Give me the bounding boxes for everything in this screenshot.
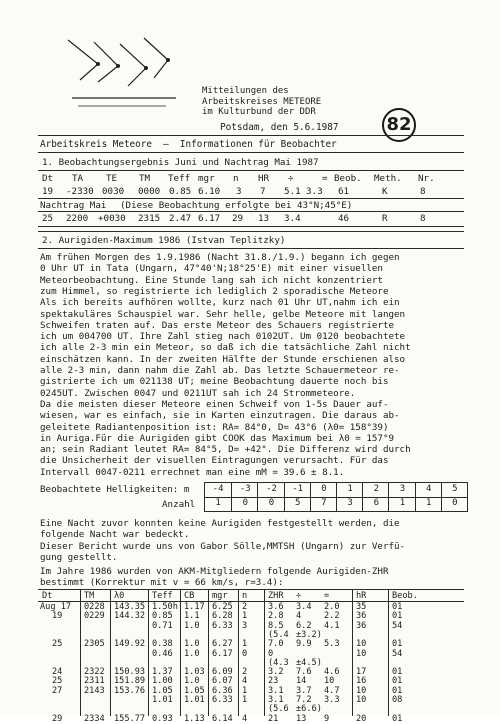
zhr-cell: 01 — [392, 602, 403, 612]
col-te: TE — [106, 173, 118, 184]
zhr-cell: 13 — [296, 713, 307, 724]
zhr-cell: 36 — [356, 611, 367, 622]
s1-cell: R — [382, 213, 388, 224]
zhr-cell: 01 — [392, 667, 403, 678]
s1-cell: 46 — [338, 213, 350, 224]
zhr-cell: 24 — [52, 667, 63, 678]
zhr-cell: 2143 — [84, 685, 105, 696]
zhr-cell: 29 — [52, 713, 63, 724]
zhr-cell: 6.17 — [212, 648, 233, 659]
zhr-header-cell: mgr — [212, 591, 228, 601]
zhr-header-cell: CB — [184, 591, 195, 601]
zhr-cell: 10 — [324, 676, 335, 687]
akm-logo — [58, 20, 186, 130]
s1-cell: 8 — [420, 186, 426, 197]
zhr-cell: 01 — [392, 713, 403, 724]
zhr-cell: 1 — [242, 695, 248, 705]
zhr-cell: 3 — [242, 620, 248, 631]
zhr-cell: 0 — [242, 648, 248, 659]
zhr-cell: 1.05 — [152, 685, 173, 696]
magnitude-cell: 3 — [388, 483, 415, 497]
s1-cell: -2330 — [66, 186, 94, 197]
paragraph-line: Meteorbeobachtung. Eine Stunde lang sah ich nicht konzentriert — [40, 274, 383, 286]
zhr-cell: 1.05 — [184, 685, 205, 696]
zhr-cell: 01 — [392, 676, 403, 687]
zhr-cell: 16 — [356, 676, 367, 687]
zhr-cell: 2322 — [84, 667, 105, 678]
zhr-cell: 1 — [242, 639, 248, 650]
zhr-header-cell: Beob. — [392, 591, 418, 601]
zhr-cell: 6.33 — [212, 695, 233, 705]
divider — [38, 248, 464, 249]
zhr-cell: 8.5 — [268, 620, 284, 631]
zhr-cell: 54 — [392, 620, 403, 631]
zhr-cell: 1.17 — [184, 602, 205, 612]
column-separator — [264, 590, 265, 716]
zhr-cell: 2334 — [84, 713, 105, 724]
count-cell: 3 — [336, 497, 363, 511]
zhr-cell: 19 — [52, 611, 63, 622]
zhr-cell: 0 — [268, 648, 274, 659]
paragraph-line: Da die meisten dieser Meteore einen Schweif von 1-5s Dauer auf- — [40, 398, 389, 410]
zhr-cell: 01 — [392, 639, 403, 650]
zhr-cell: 1.0 — [184, 676, 200, 687]
zhr-cell: Aug 17 — [40, 602, 72, 612]
zhr-cell: 2 — [242, 602, 248, 612]
zhr-cell: 01 — [392, 611, 403, 622]
count-cell: 0 — [257, 497, 284, 511]
s1-cell: 7 — [260, 186, 266, 197]
zhr-cell: 1.1 — [184, 611, 200, 622]
divider — [38, 211, 464, 212]
zhr-cell: 6.09 — [212, 667, 233, 678]
zhr-cell: 0229 — [84, 611, 105, 622]
zhr-header-cell: Teff — [152, 591, 173, 601]
divider — [38, 170, 464, 171]
zhr-cell: 1.50h — [152, 602, 178, 612]
divider — [38, 152, 464, 153]
s1-cell: +0030 — [98, 213, 126, 224]
col-eq: = — [322, 173, 328, 184]
divider — [38, 226, 464, 227]
s1-cell: 2315 — [138, 213, 161, 224]
zhr-cell: 35 — [356, 602, 367, 612]
zhr-cell: 6.33 — [212, 620, 233, 631]
column-separator — [388, 590, 389, 716]
s1-col-headers — [42, 173, 53, 184]
paragraph-line: 0245UT. Zwischen 0047 und 0211UT sah ich 24 Strommeteore. — [40, 387, 356, 399]
col-hr: HR — [258, 173, 270, 184]
s1-cell: 5.1 — [284, 186, 301, 197]
s1-cell: K — [382, 186, 388, 197]
zhr-cell: 9.9 — [296, 639, 312, 650]
paragraph-line: Intervall 0047-0211 errechnet man eine mM = 39.6 ± 8.1. — [40, 466, 345, 478]
paragraph-line: einschätzen kann. In der zweiten Hälfte der Stunde erschienen also — [40, 353, 406, 365]
zhr-cell: 2.2 — [324, 611, 340, 622]
zhr-cell: 6.14 — [212, 713, 233, 724]
zhr-cell: 21 — [268, 713, 279, 724]
zhr-cell: 0.38 — [152, 639, 173, 650]
column-separator — [180, 590, 181, 716]
paragraph-line: gistrierte ich um 021138 UT; meine Beobachtung dauerte noch bis — [40, 376, 389, 388]
zhr-cell: 27 — [52, 685, 63, 696]
zhr-cell: ±3.2) — [296, 629, 322, 640]
zhr-cell: 4 — [296, 611, 302, 622]
s1-cell: 0000 — [138, 186, 161, 197]
s1-cell: 61 — [338, 186, 350, 197]
zhr-cell: 1.01 — [152, 695, 173, 705]
col-ta: TA — [72, 173, 84, 184]
zhr-cell: 144.32 — [114, 611, 146, 622]
zhr-cell: 3.4 — [296, 602, 312, 612]
zhr-cell: 1 — [242, 611, 248, 622]
s1-cell: 25 — [42, 213, 54, 224]
zhr-cell: 54 — [392, 648, 403, 659]
zhr-header-cell: = — [324, 591, 330, 601]
column-separator — [352, 590, 353, 716]
zhr-cell: 0228 — [84, 602, 105, 612]
divider — [38, 231, 464, 232]
magnitude-cell: 0 — [310, 483, 337, 497]
zhr-cell: 153.76 — [114, 685, 146, 696]
zhr-intro-1: Im Jahre 1986 wurden von AKM-Mitgliedern folgende Aurigiden-ZHR — [40, 566, 389, 577]
org-line-3: im Kulturbund der DDR — [202, 107, 316, 117]
paragraph-line: alle 2-3 min, dann nahm die Zahl ab. Das letzte Schauermeteor re- — [40, 365, 400, 376]
org-line-2: Arbeitskreises METEORE — [202, 96, 322, 107]
paragraph-line: Am frühen Morgen des 1.9.1986 (Nacht 31.8./1.9.) begann ich gegen — [40, 252, 400, 263]
paragraph-line: geleitete Radiantenposition ist: RA= 84°0, D= 43°6 (λ0= 158°39) — [40, 421, 389, 433]
s1-cell: 3.3 — [306, 186, 323, 197]
zhr-cell: 1.00 — [152, 676, 173, 687]
zhr-cell: 08 — [392, 695, 403, 705]
org-header — [202, 86, 321, 118]
s1-cell: 13 — [258, 213, 270, 224]
zhr-cell: 0.85 — [152, 611, 173, 622]
zhr-cell: 2311 — [84, 676, 105, 687]
col-n: n — [233, 173, 239, 184]
magnitude-cell: 5 — [441, 483, 468, 497]
zhr-header-cell: TM — [84, 591, 95, 601]
column-separator — [148, 590, 149, 716]
s1-cell: 2200 — [66, 213, 89, 224]
section1-title: 1. Beobachtungsergebnis Juni und Nachtrag Mai 1987 — [42, 157, 319, 168]
paragraph-line: Als ich bereits aufhören wollte, kurz nach 01 Uhr UT,nahm ich ein — [40, 297, 400, 309]
org-line-1: Mitteilungen des — [202, 86, 289, 96]
zhr-cell: 10 — [356, 685, 367, 696]
zhr-cell: 17 — [356, 667, 367, 678]
zhr-cell: 1.01 — [184, 695, 205, 705]
divider — [38, 135, 464, 136]
zhr-cell: 6.28 — [212, 611, 233, 622]
zhr-cell: 3.3 — [324, 695, 340, 705]
zhr-cell: 7.6 — [296, 667, 312, 678]
paragraph-line: Schweifen traten auf. Das erste Meteor des Schauers registrierte — [40, 319, 395, 331]
zhr-cell: ±6.6) — [296, 704, 322, 715]
count-cell: 5 — [284, 497, 311, 511]
paragraph-line: spektakuläres Schauspiel war. Sehr helle, gelbe Meteore mit langen — [40, 308, 406, 320]
paragraph-line: wiesen, war es einfach, sie in Karten einzutragen. Die daraus ab- — [40, 410, 400, 422]
magnitude-cell: -4 — [212, 484, 224, 494]
zhr-cell: 1.0 — [184, 648, 200, 659]
zhr-cell: 0.93 — [152, 713, 173, 724]
count-cell: 0 — [441, 497, 468, 511]
zhr-cell: 14 — [296, 676, 307, 687]
s1-cell: 2.47 — [169, 213, 192, 224]
zhr-cell: 6.07 — [212, 676, 233, 687]
paragraph-line: ich um 004700 UT. Ihre Zahl stieg nach 0102UT. Um 0120 beobachtete — [40, 331, 406, 343]
column-separator — [110, 590, 111, 716]
zhr-cell: 1.37 — [152, 667, 173, 678]
paragraph-line: die Unsicherheit der visuellen Eintragungen verursacht. Für das — [40, 455, 389, 467]
zhr-cell: (5.4 — [268, 629, 289, 640]
zhr-cell: 151.89 — [114, 676, 146, 687]
zhr-header-cell: n — [242, 591, 248, 601]
closing-line: Dieser Bericht wurde uns von Gabor Sölle,MMTSH (Ungarn) zur Verfü- — [40, 540, 406, 552]
zhr-cell: 7.0 — [268, 639, 284, 650]
zhr-cell: 3.1 — [268, 685, 284, 696]
paragraph-line: in Auriga.Für die Aurigiden gibt COOK das Maximum bei λ0 = 157°9 — [40, 432, 395, 444]
count-cell: 1 — [215, 498, 221, 508]
place-date: Potsdam, den 5.6.1987 — [220, 122, 339, 133]
zhr-cell: 4 — [242, 713, 248, 724]
closing-line: Eine Nacht zuvor konnten keine Aurigiden festgestellt werden, die — [40, 518, 400, 529]
histogram-label: Beobachtete Helligkeiten: m — [40, 484, 190, 495]
column-separator — [80, 590, 81, 716]
s1-cell: 0030 — [102, 186, 125, 197]
zhr-cell: 4.1 — [324, 620, 340, 631]
s1-cell: 3.4 — [284, 213, 301, 224]
anzahl-label: Anzahl — [162, 499, 196, 510]
zhr-cell: 149.92 — [114, 639, 146, 650]
zhr-cell: 25 — [52, 639, 63, 650]
zhr-cell: 3.2 — [268, 667, 284, 678]
zhr-cell: 150.93 — [114, 667, 146, 678]
zhr-cell: 10 — [356, 639, 367, 650]
magnitude-scale — [204, 482, 468, 498]
zhr-cell: 4.7 — [324, 685, 340, 696]
col-dt: Dt — [42, 173, 54, 184]
count-cell: 6 — [362, 497, 389, 511]
zhr-cell: 10 — [356, 648, 367, 659]
zhr-cell: 10 — [356, 695, 367, 705]
col-beob: Beob. — [334, 173, 362, 184]
zhr-cell: 01 — [392, 685, 403, 696]
zhr-cell: 2 — [242, 667, 248, 678]
magnitude-cell: 1 — [336, 483, 363, 497]
subtitle: Arbeitskreis Meteore – Informationen für Beobachter — [40, 139, 337, 150]
zhr-cell: 5.3 — [324, 639, 340, 650]
col-nr: Nr. — [418, 173, 435, 184]
zhr-table — [0, 590, 500, 724]
zhr-cell: 1.0 — [184, 620, 200, 631]
col-plusminus: ÷ — [288, 173, 294, 184]
zhr-cell: 1 — [242, 685, 248, 696]
zhr-cell: 2.0 — [324, 602, 340, 612]
paragraph-line: 0 Uhr UT in Tata (Ungarn, 47°40'N;18°25'E) mit einer visuellen — [40, 263, 383, 275]
col-meth: Meth. — [374, 173, 402, 184]
magnitude-cell: -1 — [284, 483, 311, 497]
zhr-cell: 7.2 — [296, 695, 312, 705]
closing-line: folgende Nacht war bedeckt. — [40, 529, 190, 541]
zhr-cell: 1.0 — [184, 639, 200, 650]
s1-cell: 29 — [232, 213, 244, 224]
nachtrag-note: (Diese Beobachtung erfolgte bei 43°N;45°E) — [120, 200, 353, 211]
zhr-cell: 6.36 — [212, 685, 233, 696]
paragraph-line: ich alle 2-3 min ein Meteor, so daß ich die tatsächliche Zahl nicht — [40, 342, 411, 354]
zhr-cell: 3.6 — [268, 602, 284, 612]
s1-cell: 0.85 — [169, 186, 192, 197]
magnitude-cell: -2 — [257, 483, 284, 497]
zhr-cell: 0.46 — [152, 648, 173, 659]
zhr-cell: 0.71 — [152, 620, 173, 631]
col-mgr: mgr — [198, 173, 215, 184]
zhr-cell: ±4.5) — [296, 657, 322, 668]
col-tm: TM — [139, 173, 151, 184]
zhr-cell: (5.6 — [268, 704, 289, 715]
count-cell: 1 — [388, 497, 415, 511]
zhr-cell: 4 — [242, 676, 248, 687]
section2-title: 2. Aurigiden-Maximum 1986 (Istvan Teplitzky) — [42, 235, 286, 246]
page-number-badge: 82 — [382, 108, 416, 142]
zhr-cell: 3.1 — [268, 695, 284, 705]
zhr-cell: 25 — [52, 676, 63, 687]
zhr-header-cell: Dt — [42, 591, 53, 601]
magnitude-cell: 4 — [415, 483, 442, 497]
zhr-cell: 1.03 — [184, 667, 205, 678]
zhr-cell: 36 — [356, 620, 367, 631]
zhr-cell: 6.2 — [296, 620, 312, 631]
zhr-cell: 23 — [268, 676, 279, 687]
zhr-cell: 2.8 — [268, 611, 284, 622]
magnitude-cell: -3 — [231, 483, 258, 497]
count-cell: 7 — [310, 497, 337, 511]
zhr-cell: 1.13 — [184, 713, 205, 724]
closing-line: gung gestellt. — [40, 551, 118, 563]
zhr-cell: 6.27 — [212, 639, 233, 650]
zhr-cell: 4.6 — [324, 667, 340, 678]
paragraph-line: zum Himmel, so registrierte ich lediglich 2 sporadische Meteore — [40, 285, 389, 297]
col-teff: Teff — [168, 173, 191, 184]
column-separator — [208, 590, 209, 716]
s1-cell: 19 — [42, 186, 54, 197]
zhr-cell: 9 — [324, 713, 330, 724]
zhr-cell: 6.25 — [212, 602, 233, 612]
count-scale — [204, 497, 468, 512]
s1-cell: 6.10 — [198, 186, 221, 197]
zhr-header-cell: λ0 — [114, 591, 125, 601]
magnitude-cell: 2 — [362, 483, 389, 497]
column-separator — [238, 590, 239, 716]
zhr-cell: (4.3 — [268, 657, 289, 668]
zhr-cell: 2305 — [84, 639, 105, 650]
zhr-cell: 3.7 — [296, 685, 312, 696]
count-cell: 1 — [415, 497, 442, 511]
zhr-intro-2: bestimmt (Korrektur mit v = 66 km/s, r=3.4): — [40, 577, 284, 588]
zhr-header-cell: ZHR — [268, 591, 284, 601]
paragraph-line: an; sein Radiant leutet RA= 84°5, D= +42°. Die Differenz wird durch — [40, 444, 411, 456]
count-cell: 0 — [231, 497, 258, 511]
s1-cell: 6.17 — [198, 213, 221, 224]
zhr-header-cell: ÷ — [296, 591, 302, 601]
s1-cell: 3 — [236, 186, 242, 197]
nachtrag-label: Nachtrag Mai — [40, 200, 107, 211]
zhr-cell: 155.77 — [114, 713, 146, 724]
s1-cell: 8 — [420, 213, 426, 224]
divider — [38, 198, 464, 199]
zhr-cell: 20 — [356, 713, 367, 724]
zhr-cell: 143.35 — [114, 602, 146, 612]
zhr-header-cell: hR — [356, 591, 367, 601]
